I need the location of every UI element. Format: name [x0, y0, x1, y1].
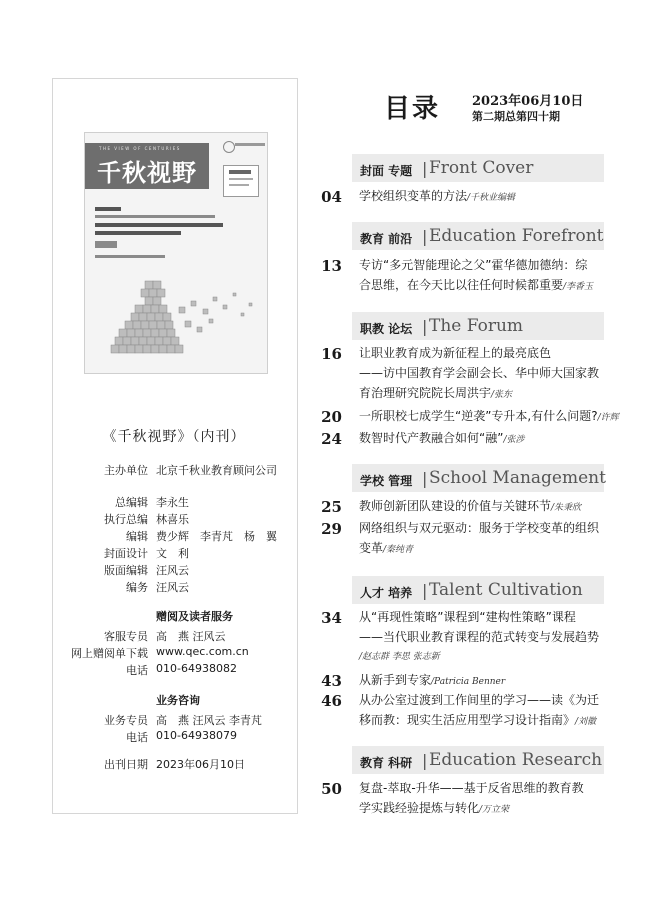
cover-text-line	[95, 255, 165, 258]
section-en: Education Forefront	[429, 226, 604, 246]
staff-row	[52, 579, 296, 596]
section-header-education-research: 教育 科研 | Education Research	[352, 746, 604, 774]
business-label: 电话	[126, 731, 148, 744]
staff-value: 汪风云	[156, 564, 189, 577]
author: /刘徽	[575, 717, 597, 727]
service-label: 网上赠阅单下载	[71, 647, 148, 660]
staff-label: 编辑	[126, 530, 148, 543]
toc-title: 目录	[384, 94, 441, 124]
toc-entry[interactable]: 一所职校七成学生“逆袭”专升本,有什么问题?/许辉	[359, 409, 619, 423]
section-cn: 封面 专题	[360, 164, 413, 178]
page-number: 25	[321, 498, 342, 516]
service-row	[52, 662, 296, 679]
section-cn: 学校 管理	[360, 474, 413, 488]
page-number: 04	[321, 188, 342, 206]
section-header-school-management: 学校 管理 | School Management	[352, 464, 604, 492]
section-en: Talent Cultivation	[429, 580, 583, 600]
staff-row	[52, 511, 296, 528]
toc-entry[interactable]: 复盘-萃取-升华——基于反省思维的教育教 学实践经验提炼与转化/万立荣	[359, 781, 584, 815]
reader-service-heading: 赠阅及读者服务	[156, 610, 233, 623]
toc-entry[interactable]: 数智时代产教融合如何“融”/张涉	[359, 431, 525, 445]
page-number: 34	[321, 609, 342, 627]
staff-value: 汪风云	[156, 581, 189, 594]
page-number: 20	[321, 408, 342, 426]
section-header-front-cover: 封面 专题 | Front Cover	[352, 154, 604, 182]
author: /Patricia Benner	[431, 677, 506, 687]
toc-entry[interactable]: 教师创新团队建设的价值与关键环节/朱秉欣	[359, 499, 582, 513]
publish-date-row	[52, 756, 296, 773]
section-en: The Forum	[429, 316, 524, 336]
section-cn: 教育 前沿	[360, 232, 413, 246]
staff-label: 封面设计	[104, 547, 148, 560]
staff-row	[52, 462, 296, 479]
author: /千秋业编辑	[467, 193, 516, 203]
page-number: 43	[321, 672, 342, 690]
section-cn: 人才 培养	[360, 586, 413, 600]
staff-value: 文 利	[156, 547, 189, 560]
section-header-education-forefront: 教育 前沿 | Education Forefront	[352, 222, 604, 250]
author: /万立荣	[479, 805, 510, 815]
magazine-name: 《千秋视野》（内刊）	[102, 429, 246, 445]
staff-value: 李永生	[156, 496, 189, 509]
cover-thumbnail[interactable]	[84, 132, 268, 374]
service-label: 客服专员	[104, 630, 148, 643]
cube-figure-image	[105, 273, 265, 369]
cover-tag	[95, 241, 117, 248]
toc-entry[interactable]: 网络组织与双元驱动：服务于学校变革的组织 变革/秦纯青	[359, 521, 600, 555]
publish-value: 2023年06月10日	[156, 758, 245, 771]
staff-row	[52, 562, 296, 579]
issue-badge	[223, 165, 259, 197]
staff-value: 林喜乐	[156, 513, 189, 526]
cover-title: 千秋视野	[97, 159, 197, 187]
service-row	[52, 628, 296, 645]
section-en: Education Research	[429, 750, 603, 770]
toc-entry[interactable]: 专访“多元智能理论之父”霍华德加德纳：综 合思维，在今天比以往任何时候都重要/李香玉	[359, 258, 594, 292]
business-row	[52, 729, 296, 746]
cover-text-line	[95, 215, 215, 218]
publisher-logo-text	[235, 143, 265, 146]
author: /张东	[491, 390, 513, 400]
staff-label: 主办单位	[104, 464, 148, 477]
staff-label: 版面编辑	[104, 564, 148, 577]
cover-english-line: THE VIEW OF CENTURIES	[99, 146, 181, 151]
page-number: 29	[321, 520, 342, 538]
cover-text-line	[95, 231, 181, 235]
service-row	[52, 645, 296, 662]
staff-value: 北京千秋业教育顾问公司	[156, 464, 277, 477]
website-link[interactable]: www.qec.com.cn	[156, 645, 249, 658]
section-en: School Management	[429, 468, 606, 488]
publisher-logo-icon	[223, 141, 235, 153]
service-label: 电话	[126, 664, 148, 677]
section-header-talent-cultivation: 人才 培养 | Talent Cultivation	[352, 576, 604, 604]
staff-row	[52, 528, 296, 545]
page-number: 13	[321, 257, 342, 275]
business-value: 高 燕 汪风云 李青芃	[156, 714, 262, 727]
section-header-the-forum: 职教 论坛 | The Forum	[352, 312, 604, 340]
section-en: Front Cover	[429, 158, 534, 178]
page-number: 46	[321, 692, 342, 710]
staff-label: 总编辑	[115, 496, 148, 509]
issue-date: 2023年06月10日	[472, 94, 584, 109]
toc-entry[interactable]: 让职业教育成为新征程上的最亮底色 ——访中国教育学会副会长、华中师大国家教 育治理研究院院长周洪宇/张东	[359, 346, 600, 400]
author: /许辉	[597, 413, 619, 423]
page-number: 16	[321, 345, 342, 363]
author: /张涉	[503, 435, 525, 445]
toc-entry[interactable]: 从办公室过渡到工作间里的学习——读《为迁 移而教：现实生活应用型学习设计指南》/刘徽	[359, 693, 600, 727]
author: /李香玉	[563, 282, 594, 292]
business-label: 业务专员	[104, 714, 148, 727]
author: /朱秉欣	[551, 503, 582, 513]
section-cn: 教育 科研	[360, 756, 413, 770]
author: /赵志群 李思 张志新	[359, 652, 440, 662]
toc-entry[interactable]: 从“再现性策略”课程到“建构性策略”课程 ——当代职业教育课程的范式转变与发展趋势 /赵志群 李思 张志新	[359, 607, 599, 667]
business-value: 010-64938079	[156, 729, 237, 742]
staff-row	[52, 545, 296, 562]
staff-row	[52, 494, 296, 511]
author: /秦纯青	[383, 545, 414, 555]
service-value: 010-64938082	[156, 662, 237, 675]
staff-label: 执行总编	[104, 513, 148, 526]
business-row	[52, 712, 296, 729]
cover-text-line	[95, 223, 223, 227]
business-heading: 业务咨询	[156, 694, 200, 707]
service-value: 高 燕 汪风云	[156, 630, 226, 643]
section-cn: 职教 论坛	[360, 322, 413, 336]
issue-number: 第二期总第四十期	[472, 110, 560, 123]
publish-label: 出刊日期	[104, 758, 148, 771]
toc-entry[interactable]: 学校组织变革的方法/千秋业编辑	[359, 189, 516, 203]
staff-label: 编务	[126, 581, 148, 594]
cover-text-line	[95, 207, 121, 211]
page-number: 24	[321, 430, 342, 448]
toc-entry[interactable]: 从新手到专家/Patricia Benner	[359, 673, 506, 687]
staff-value: 费少辉 李青芃 杨 翼	[156, 530, 277, 543]
page-number: 50	[321, 780, 342, 798]
